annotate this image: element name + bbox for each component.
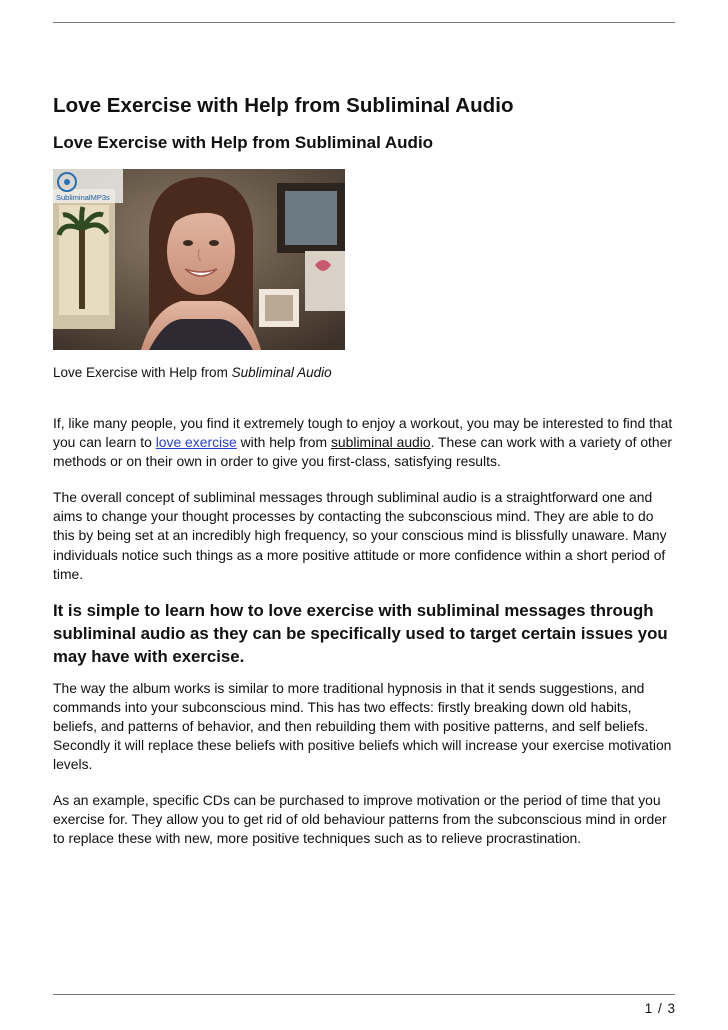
paragraph-example: As an example, specific CDs can be purchased to improve motivation or the period of time that you exercise for. They allow you to get rid of old behaviour patterns from the subconscious mind in order to replace these with new, more positive techniques such as to relieve procrastination. [53,792,667,847]
footer-rule [53,994,675,995]
love-exercise-link[interactable]: love exercise [155,434,237,451]
logo-text: SubliminalMP3s [56,193,110,202]
header-rule [53,22,675,23]
document-page [53,92,677,849]
photo-illustration [53,169,345,350]
document-title: Love Exercise with Help from Subliminal Audio [53,94,514,117]
section-heading: It is simple to learn how to love exercise with subliminal messages through subliminal audio as they can be specifically used to target certain issues you may have with exercise. [53,600,668,666]
paragraph-concept: The overall concept of subliminal messages through subliminal audio is a straightforward one and aims to change your thought processes by contacting the subconscious mind. They are able to do this by being set at an incredibly high frequency, so your conscious mind is blissfully unaware. Many individuals notice such things as a more positive attitude or more confidence within a short period of time. [53,489,667,582]
caption-italic: Subliminal Audio [231,365,332,380]
document-subtitle: Love Exercise with Help from Subliminal Audio [53,133,434,152]
paragraph-album: The way the album works is similar to more traditional hypnosis in that it sends suggestions, and commands into your subconscious mind. This has two effects: firstly breaking down old habits, beliefs, and patterns of behavior, and then rebuilding them with positive patterns, and self beliefs. Secondly it will replace these beliefs with positive beliefs which will increase your exercise motivation levels. [53,679,672,773]
paragraph-intro [53,414,677,471]
subliminal-audio-link[interactable]: subliminal audio [330,434,431,451]
paragraph-intro-text-3: . These can work with a variety of other methods or on their own in order to give you first-class, satisfying results. [53,434,672,470]
paragraph-intro-text-2: with help from [236,434,331,451]
page-number: 1 / 3 [644,1001,676,1016]
article-photo [53,169,345,350]
paragraph-intro-text-1: If, like many people, you find it extremely tough to enjoy a workout, you may be interested to find that you can learn to [53,415,673,451]
image-caption [53,363,677,382]
caption-text: Love Exercise with Help from [53,365,232,380]
